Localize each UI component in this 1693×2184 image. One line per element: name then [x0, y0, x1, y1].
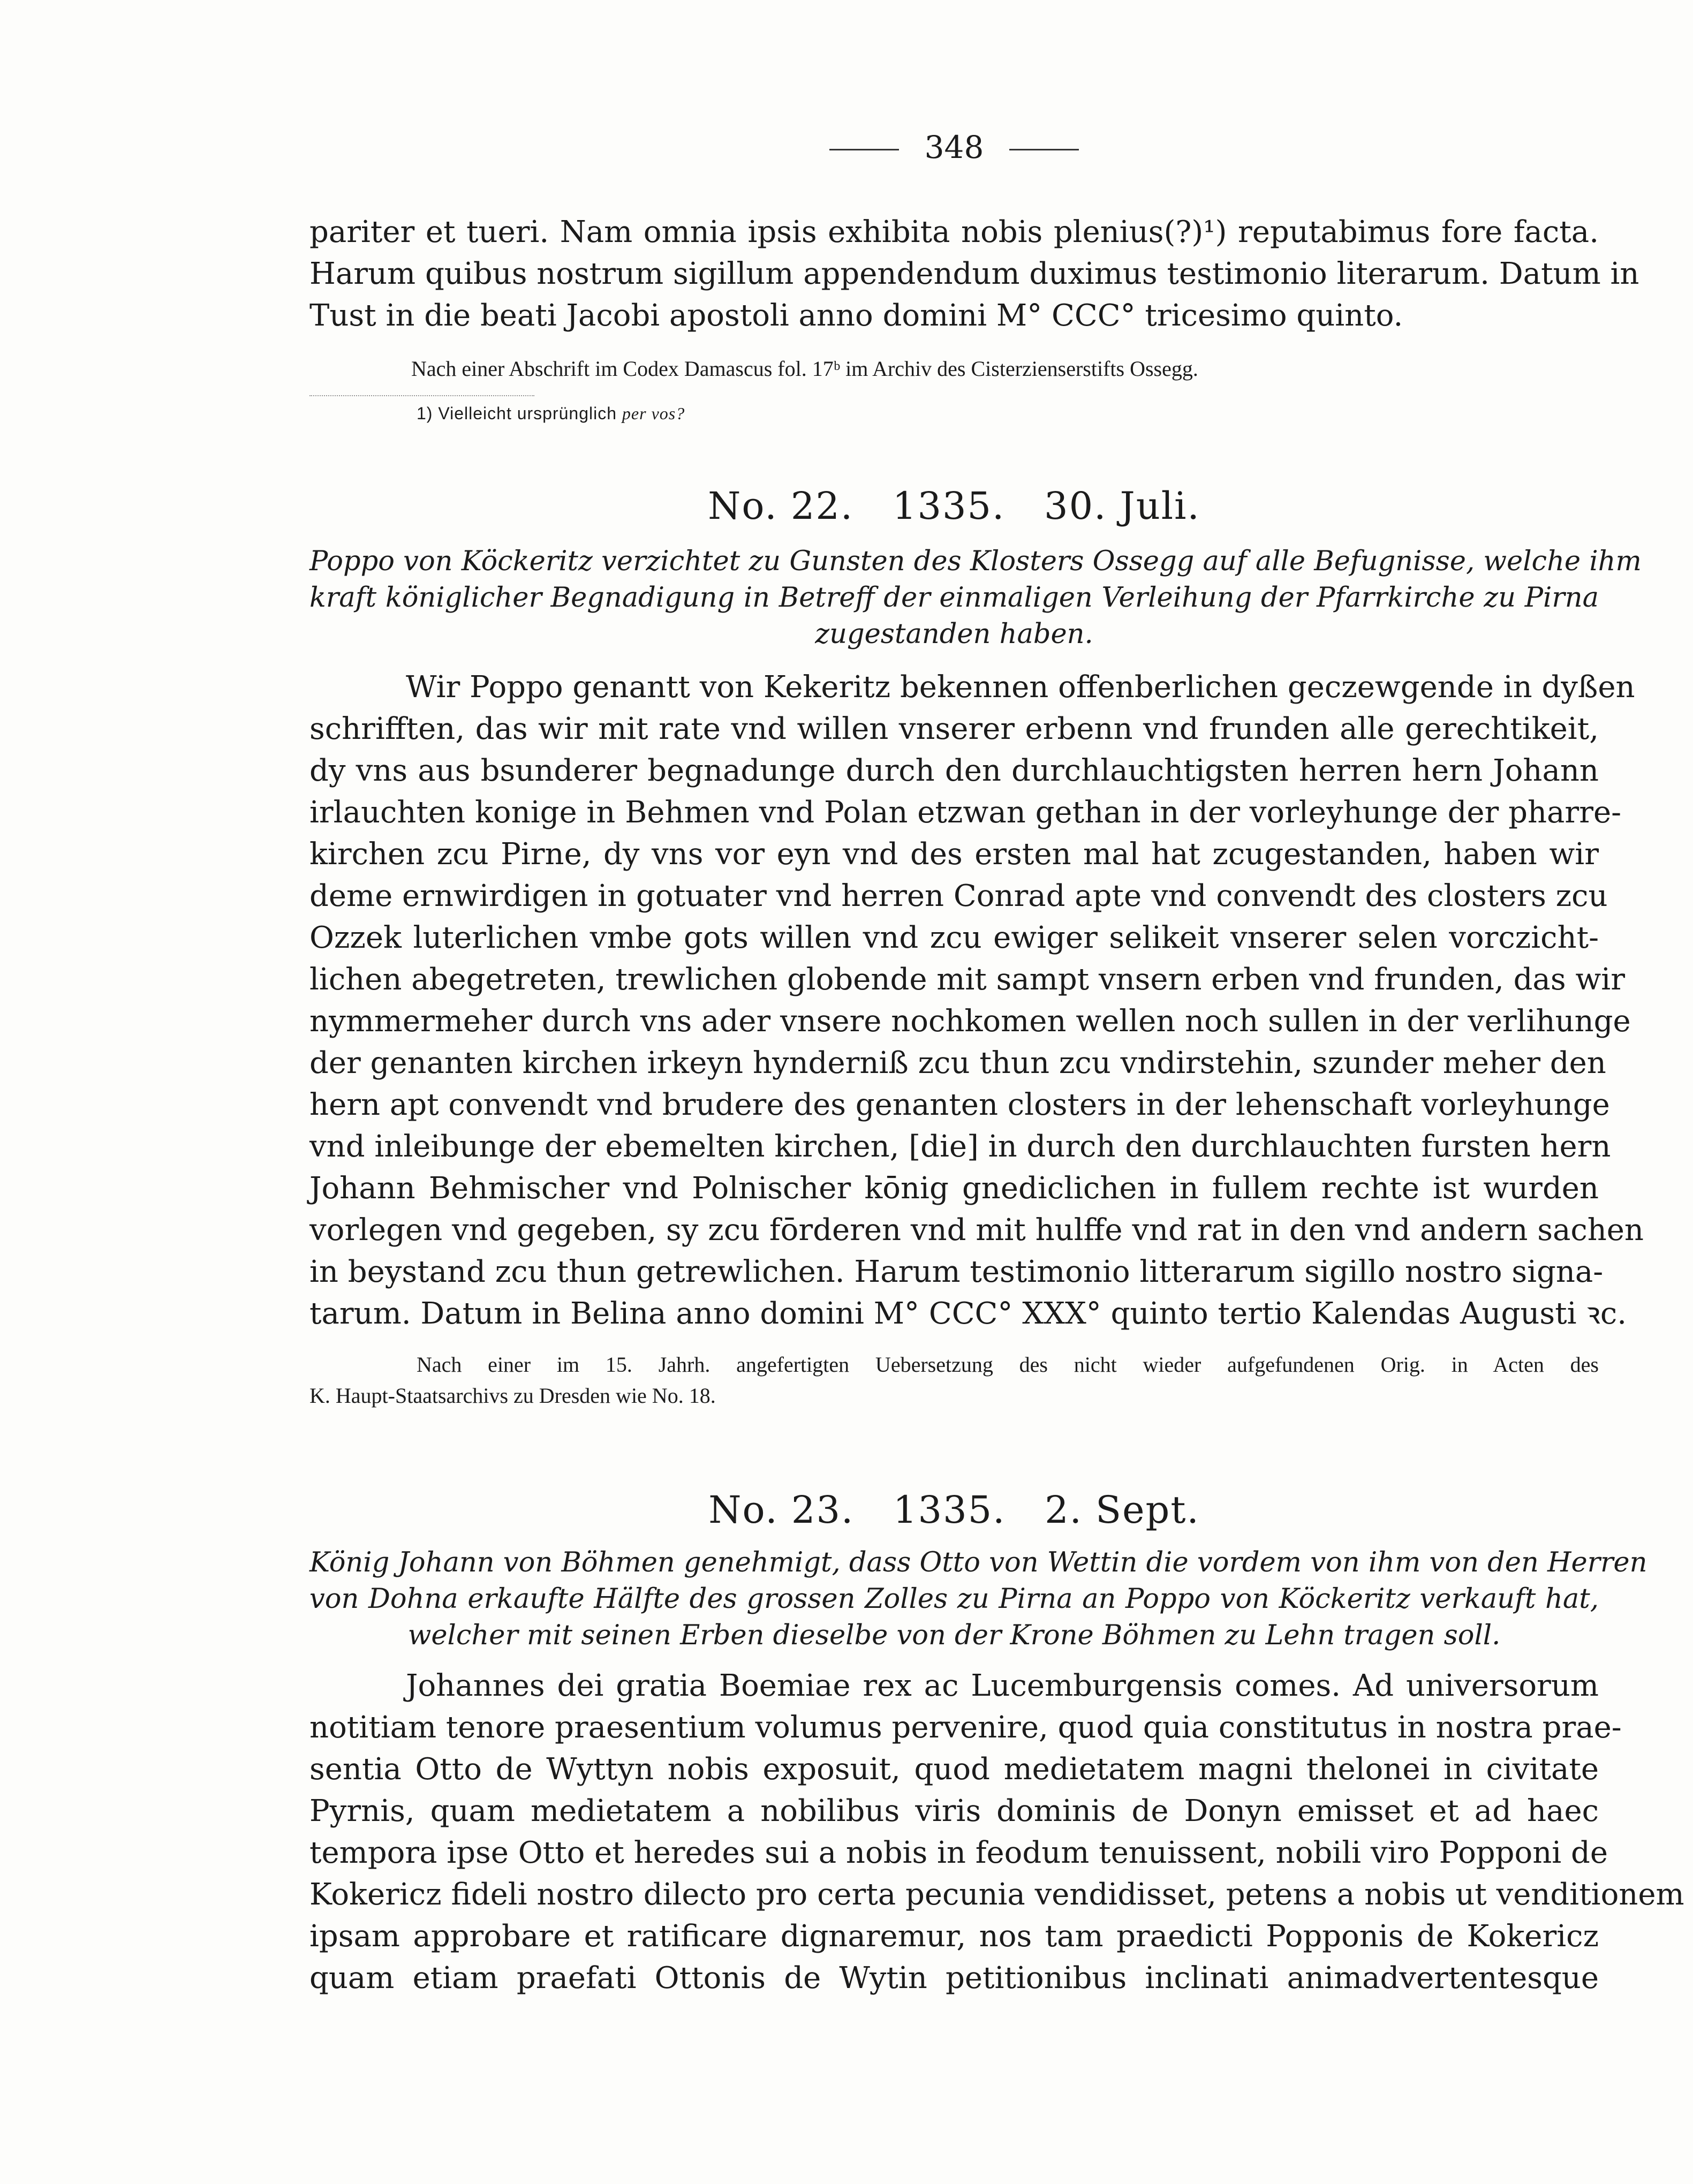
footnote-divider [309, 395, 534, 396]
text-line: Ozzek luterlichen vmbe gots willen vnd zcu ewiger selikeit vnserer selen vorczicht- [309, 920, 1599, 955]
header-dash-right [1009, 149, 1079, 150]
footnote-text: 1) Vielleicht ursprünglich [417, 404, 617, 423]
source-note-22 [309, 1349, 1599, 1411]
text-line: vorlegen vnd gegeben, sy zcu fōrderen vnd mit hulffe vnd rat in den vnd andern sachen [309, 1213, 1644, 1248]
text-line: in beystand zcu thun getrewlichen. Harum testimonio litterarum sigillo nostro signa- [309, 1255, 1604, 1289]
document-heading-23: No. 23. 1335. 2. Sept. [708, 1488, 1200, 1532]
document-summary-23 [309, 1545, 1647, 1654]
text-line: Johannes dei gratia Boemiae rex ac Lucemburgensis comes. Ad universorum [406, 1668, 1599, 1703]
text-line: schrifften, das wir mit rate vnd willen vnserer erbenn vnd frunden alle gerechtikeit, [309, 712, 1599, 746]
source-note-line: K. Haupt-Staatsarchivs zu Dresden wie No. 18. [309, 1384, 716, 1408]
text-line: kirchen zcu Pirne, dy vns vor eyn vnd des ersten mal hat zcugestanden, haben wir [309, 837, 1599, 872]
text-line: Harum quibus nostrum sigillum appendendum duximus testimonio literarum. Datum in [309, 256, 1639, 291]
text-line: Wir Poppo genantt von Kekeritz bekennen offenberlichen geczewgende in dyßen [406, 670, 1635, 705]
summary-line: Poppo von Köckeritz verzichtet zu Gunsten des Klosters Ossegg auf alle Befugnisse, welche ihm [309, 546, 1642, 577]
text-line: Johann Behmischer vnd Polnischer kōnig gnediclichen in fullem rechte ist wurden [309, 1171, 1599, 1206]
text-line: vnd inleibunge der ebemelten kirchen, [die] in durch den durchlauchten fursten hern [309, 1129, 1611, 1164]
summary-line: von Dohna erkaufte Hälfte des grossen Zolles zu Pirna an Poppo von Köckeritz verkauft hat, [309, 1583, 1599, 1615]
summary-line: kraft königlicher Begnadigung in Betreff der einmaligen Verleihung der Pfarrkirche zu Pirna [309, 582, 1599, 614]
text-line: Pyrnis, quam medietatem a nobilibus viris dominis de Donyn emisset et ad haec [309, 1794, 1599, 1828]
text-line: hern apt convendt vnd brudere des genanten closters in der lehenschaft vorleyhunge [309, 1087, 1610, 1122]
text-line: deme ernwirdigen in gotuater vnd herren Conrad apte vnd convendt des closters zcu [309, 879, 1608, 913]
document-summary-22 [309, 543, 1642, 653]
page-number: 348 [924, 129, 984, 165]
text-line: notitiam tenore praesentium volumus pervenire, quod quia constitutus in nostra prae- [309, 1710, 1622, 1745]
text-line: dy vns aus bsunderer begnadunge durch den durchlauchtigsten herren hern Johann [309, 753, 1599, 788]
continuation-paragraph [309, 211, 1639, 337]
text-line: irlauchten konige in Behmen vnd Polan etzwan gethan in der vorleyhunge der pharre- [309, 795, 1622, 830]
text-line: der genanten kirchen irkeyn hyndernіß zcu thun zcu vndirstehin, szunder meher den [309, 1046, 1606, 1080]
source-note-line: Nach einer im 15. Jahrh. angefertigten Uebersetzung des nicht wieder aufgefundenen Orig. in Acten des [417, 1352, 1599, 1377]
source-note-line: Nach einer Abschrift im Codex Damascus fol. 17ᵇ im Archiv des Cisterzienserstifts Ossegg. [411, 357, 1198, 381]
footnote-italic: per vos? [622, 404, 685, 423]
summary-line: welcher mit seinen Erben dieselbe von der Krone Böhmen zu Lehn tragen soll. [407, 1620, 1501, 1651]
text-line: tarum. Datum in Belina anno domini M° CCC° XXX° quinto tertio Kalendas Augusti ꝛc. [309, 1296, 1627, 1331]
document-body-23 [309, 1665, 1684, 1999]
footnote [417, 403, 685, 424]
page-number-header [309, 129, 1599, 166]
header-dash-left [829, 149, 899, 150]
source-note [411, 353, 1599, 384]
text-line: pariter et tueri. Nam omnia ipsis exhibita nobis plenius(?)¹) reputabimus fore facta. [309, 215, 1599, 250]
document-body-22 [309, 667, 1644, 1335]
text-line: ipsam approbare et ratificare dignaremur, nos tam praedicti Popponis de Kokericz [309, 1919, 1599, 1954]
document-heading-22: No. 22. 1335. 30. Juli. [708, 484, 1200, 528]
summary-line: zugestanden haben. [815, 618, 1093, 650]
text-line: quam etiam praefati Ottonis de Wytin petitionibus inclinati animadvertentesque [309, 1961, 1599, 1996]
text-line: nymmermeher durch vns ader vnsere nochkomen wellen noch sullen in der verlihunge [309, 1004, 1631, 1039]
text-line: sentia Otto de Wyttyn nobis exposuit, quod medietatem magni thelonei in civitate [309, 1752, 1599, 1787]
text-line: Kokericz fideli nostro dilecto pro certa pecunia vendidisset, petens a nobis ut venditionem [309, 1877, 1684, 1912]
text-line: tempora ipse Otto et heredes sui a nobis in feodum tenuissent, nobili viro Popponi de [309, 1835, 1608, 1870]
text-line: lichen abegetreten, trewlichen globende mit sampt vnsern erben vnd frunden, das wir [309, 962, 1625, 997]
text-line: Tust in die beati Jacobi apostoli anno domini M° CCC° tricesimo quinto. [309, 298, 1403, 333]
summary-line: König Johann von Böhmen genehmigt, dass Otto von Wettin die vordem von ihm von den Herren [309, 1547, 1647, 1578]
